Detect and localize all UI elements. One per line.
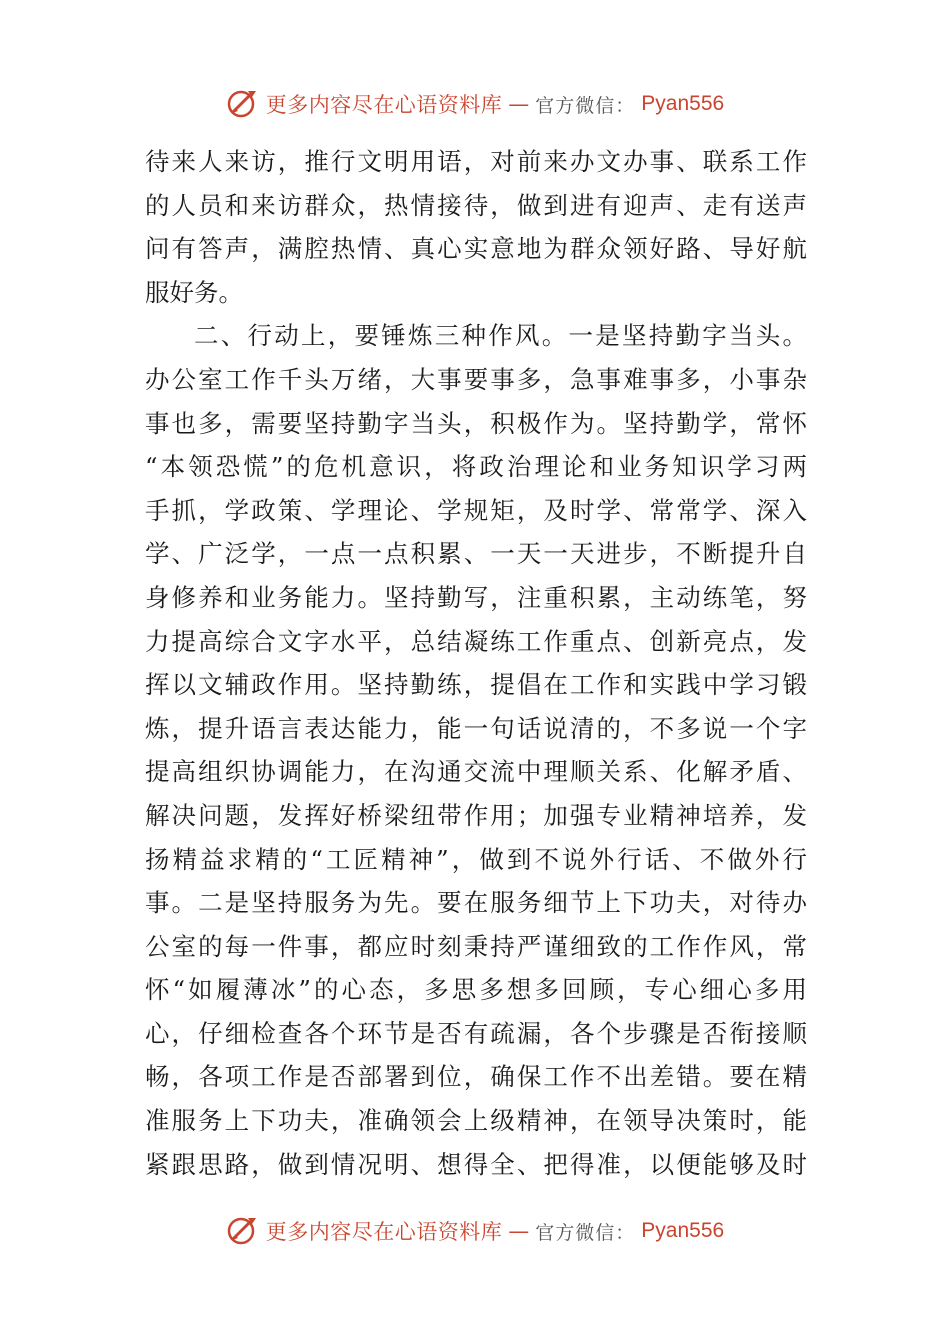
text-line: 扬精益求精的“工匠精神”，做到不说外行话、不做外行 (145, 844, 807, 874)
text-line: 问有答声，满腔热情、真心实意地为群众领好路、导好航 (145, 234, 807, 264)
watermark-dash: — (508, 1219, 530, 1243)
pen-logo-icon (226, 87, 260, 121)
watermark-account: Pyan556 (641, 92, 725, 115)
text-line: 事也多，需要坚持勤字当头，积极作为。坚持勤学，常怀 (145, 408, 807, 438)
watermark-label: 官方微信： (535, 94, 636, 117)
text-line: 服好务。 (145, 277, 243, 307)
text-line: “本领恐慌”的危机意识，将政治理论和业务知识学习两 (145, 452, 807, 482)
text-line: 畅，各项工作是否部署到位，确保工作不出差错。要在精 (145, 1062, 807, 1092)
watermark-site-text: 更多内容尽在心语资料库 (265, 1220, 503, 1244)
text-line: 解决问题，发挥好桥梁纽带作用；加强专业精神培养，发 (145, 800, 807, 830)
text-line: 公室的每一件事，都应时刻秉持严谨细致的工作作风，常 (145, 931, 807, 961)
text-line: 紧跟思路，做到情况明、想得全、把得准，以便能够及时 (145, 1149, 807, 1179)
watermark-dash: — (508, 92, 530, 116)
text-line: 身修养和业务能力。坚持勤写，注重积累，主动练笔，努 (145, 582, 807, 612)
text-line: 待来人来访，推行文明用语，对前来办文办事、联系工作 (145, 147, 807, 176)
document-body (145, 140, 807, 1186)
text-line: 事。二是坚持服务为先。要在服务细节上下功夫，对待办 (145, 888, 807, 918)
pen-logo-icon (226, 1214, 260, 1248)
watermark-account: Pyan556 (641, 1219, 725, 1242)
text-line: 学、广泛学，一点一点积累、一天一天进步，不断提升自 (145, 539, 807, 569)
text-line: 力提高综合文字水平，总结凝练工作重点、创新亮点，发 (145, 626, 807, 656)
text-line: 准服务上下功夫，准确领会上级精神，在领导决策时，能 (145, 1106, 807, 1136)
watermark-label: 官方微信： (535, 1221, 636, 1244)
text-line: 怀“如履薄冰”的心态，多思多想多回顾，专心细心多用 (145, 975, 807, 1005)
text-line: 炼，提升语言表达能力，能一句话说清的，不多说一个字 (145, 713, 807, 743)
text-line: 手抓，学政策、学理论、学规矩，及时学、常常学、深入 (145, 495, 807, 525)
header-watermark (0, 84, 950, 124)
text-line: 办公室工作千头万绪，大事要事多，急事难事多，小事杂 (145, 364, 807, 394)
text-line: 心，仔细检查各个环节是否有疏漏，各个步骤是否衔接顺 (145, 1018, 807, 1048)
text-line: 提高组织协调能力，在沟通交流中理顺关系、化解矛盾、 (145, 757, 807, 787)
text-line: 挥以文辅政作用。坚持勤练，提倡在工作和实践中学习锻 (145, 670, 807, 700)
text-line: 的人员和来访群众，热情接待，做到进有迎声、走有送声 (145, 190, 807, 220)
watermark-site-text: 更多内容尽在心语资料库 (265, 93, 503, 117)
text-line: 二、行动上，要锤炼三种作风。一是坚持勤字当头。 (194, 321, 807, 351)
footer-watermark (0, 1211, 950, 1251)
